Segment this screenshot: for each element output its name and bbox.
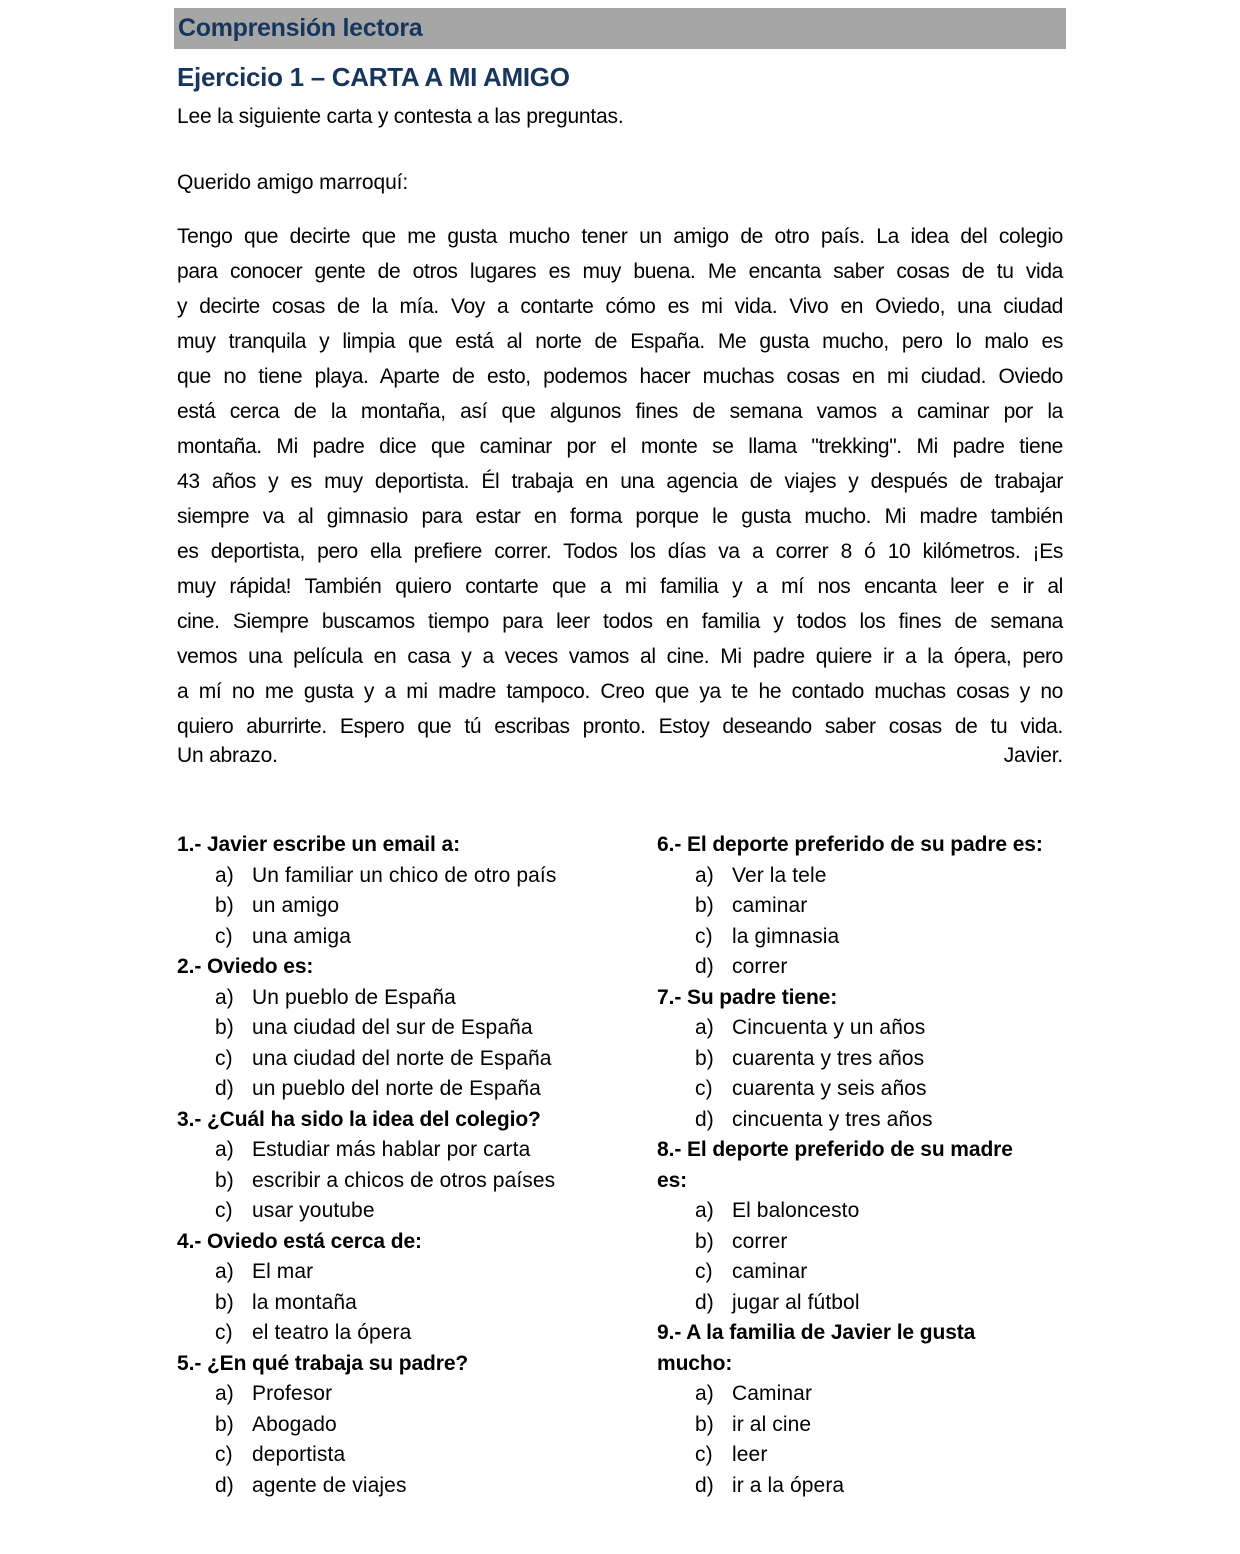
option-letter: b) — [215, 1016, 234, 1039]
question-block — [177, 1105, 637, 1227]
letter-body — [177, 219, 1063, 744]
question-prompt: 3.- ¿Cuál ha sido la idea del colegio? — [177, 1107, 541, 1131]
option-text: El mar — [252, 1260, 314, 1283]
answer-option[interactable] — [177, 891, 637, 922]
answer-option[interactable] — [177, 1471, 637, 1502]
letter-line: montaña. Mi padre dice que caminar por el monte se llama "trekking". Mi padre tiene — [177, 435, 1063, 458]
letter-line: es deportista, pero ella prefiere correr. Todos los días va a correr 8 ó 10 kilómetros. ¡Es — [177, 540, 1063, 563]
answer-option[interactable] — [177, 1318, 637, 1349]
answer-option[interactable] — [177, 1257, 637, 1288]
option-letter: a) — [695, 863, 714, 887]
answer-option[interactable] — [177, 1044, 637, 1075]
instructions: Lee la siguiente carta y contesta a las preguntas. — [177, 105, 624, 128]
answer-option[interactable] — [177, 1379, 637, 1410]
answer-option[interactable] — [657, 891, 1077, 922]
answer-option[interactable] — [657, 922, 1077, 953]
option-letter: a) — [215, 1260, 234, 1283]
question-block — [657, 983, 1077, 1136]
answer-option[interactable] — [177, 1440, 637, 1471]
option-letter: d) — [695, 1290, 714, 1314]
letter-line: 43 años y es muy deportista. Él trabaja en una agencia de viajes y después de trabajar — [177, 470, 1063, 493]
option-letter: b) — [215, 894, 234, 917]
option-text: agente de viajes — [252, 1473, 407, 1497]
answer-option[interactable] — [177, 1074, 637, 1105]
option-text: Caminar — [732, 1382, 813, 1405]
option-text: Cincuenta y un años — [732, 1016, 926, 1039]
answer-option[interactable] — [177, 922, 637, 953]
letter-line: muy tranquila y limpia que está al norte de España. Me gusta mucho, pero lo malo es — [177, 330, 1063, 353]
answer-option[interactable] — [657, 1257, 1077, 1288]
letter-line: a mí no me gusta y a mi madre tampoco. Creo que ya te he contado muchas cosas y no — [177, 680, 1063, 703]
option-text: Un pueblo de España — [252, 985, 456, 1009]
question-block — [657, 1135, 1077, 1318]
letter-line: que no tiene playa. Aparte de esto, podemos hacer muchas cosas en mi ciudad. Oviedo — [177, 365, 1063, 388]
option-letter: c) — [695, 1443, 713, 1466]
option-letter: b) — [695, 1412, 714, 1436]
option-text: un amigo — [252, 894, 340, 917]
letter-line: cine. Siempre buscamos tiempo para leer todos en familia y todos los fines de semana — [177, 610, 1063, 633]
answer-option[interactable] — [657, 1379, 1077, 1410]
option-letter: a) — [215, 1138, 234, 1161]
question-block — [657, 830, 1077, 983]
answer-option[interactable] — [657, 1440, 1077, 1471]
letter-signoff — [177, 744, 1063, 768]
option-letter: b) — [695, 1229, 714, 1253]
question-block — [177, 952, 637, 1105]
option-letter: a) — [695, 1199, 714, 1222]
option-letter: a) — [695, 1016, 714, 1039]
question-prompt: 5.- ¿En qué trabaja su padre? — [177, 1351, 469, 1375]
option-text: Profesor — [252, 1382, 333, 1405]
option-text: caminar — [732, 894, 808, 917]
option-text: una amiga — [252, 924, 351, 948]
letter-greeting: Querido amigo marroquí: — [177, 171, 409, 194]
question-prompt: 4.- Oviedo está cerca de: — [177, 1229, 422, 1253]
exercise-title: Ejercicio 1 – CARTA A MI AMIGO — [177, 62, 570, 92]
option-letter: c) — [215, 1321, 233, 1344]
questions-left-column — [177, 830, 637, 1501]
option-text: deportista — [252, 1443, 346, 1466]
letter-line: siempre va al gimnasio para estar en forma porque le gusta mucho. Mi madre también — [177, 505, 1063, 528]
answer-option[interactable] — [657, 1288, 1077, 1319]
question-prompt: 7.- Su padre tiene: — [657, 985, 838, 1009]
answer-option[interactable] — [657, 1074, 1077, 1105]
option-letter: a) — [695, 1382, 714, 1405]
question-prompt: 8.- El deporte preferido de su madre es: — [657, 1138, 1013, 1192]
option-text: un pueblo del norte de España — [252, 1077, 541, 1100]
option-text: correr — [732, 1229, 788, 1253]
answer-option[interactable] — [177, 1135, 637, 1166]
question-prompt: 2.- Oviedo es: — [177, 955, 314, 978]
question-block — [177, 830, 637, 952]
question-block — [657, 1318, 1077, 1501]
letter-line: y decirte cosas de la mía. Voy a contarte cómo es mi vida. Vivo en Oviedo, una ciudad — [177, 295, 1063, 318]
option-letter: d) — [215, 1473, 234, 1497]
answer-option[interactable] — [177, 1013, 637, 1044]
option-letter: b) — [215, 1290, 234, 1314]
option-text: El baloncesto — [732, 1199, 860, 1222]
option-letter: c) — [695, 1077, 713, 1100]
question-prompt: 9.- A la familia de Javier le gusta mucho: — [657, 1321, 976, 1375]
answer-option[interactable] — [657, 861, 1077, 892]
option-letter: c) — [215, 1199, 233, 1222]
answer-option[interactable] — [657, 1105, 1077, 1136]
option-letter: c) — [215, 1443, 233, 1466]
letter-signature: Javier. — [1003, 744, 1063, 767]
answer-option[interactable] — [177, 1196, 637, 1227]
option-text: Abogado — [252, 1412, 337, 1436]
answer-option[interactable] — [177, 861, 637, 892]
option-letter: d) — [695, 955, 714, 978]
option-text: Estudiar más hablar por carta — [252, 1138, 531, 1161]
question-prompt: 1.- Javier escribe un email a: — [177, 833, 460, 856]
option-letter: d) — [695, 1473, 714, 1497]
section-header-bar — [174, 8, 1066, 49]
option-letter: d) — [695, 1107, 714, 1131]
option-text: la montaña — [252, 1290, 357, 1314]
letter-line: para conocer gente de otros lugares es muy buena. Me encanta saber cosas de tu vida — [177, 260, 1063, 283]
option-letter: a) — [215, 985, 234, 1009]
option-letter: b) — [215, 1412, 234, 1436]
answer-option[interactable] — [657, 1471, 1077, 1502]
answer-option[interactable] — [657, 1013, 1077, 1044]
question-block — [177, 1349, 637, 1502]
answer-option[interactable] — [657, 1044, 1077, 1075]
option-letter: d) — [215, 1077, 234, 1100]
option-letter: c) — [695, 924, 713, 948]
answer-option[interactable] — [177, 983, 637, 1014]
answer-option[interactable] — [177, 1410, 637, 1441]
question-block — [177, 1227, 637, 1349]
letter-closing: Un abrazo. — [177, 744, 278, 767]
option-text: jugar al fútbol — [732, 1290, 860, 1314]
option-text: el teatro la ópera — [252, 1321, 412, 1344]
answer-option[interactable] — [657, 1196, 1077, 1227]
option-letter: a) — [215, 863, 234, 887]
option-text: correr — [732, 955, 788, 978]
option-letter: b) — [695, 1046, 714, 1070]
answer-option[interactable] — [177, 1166, 637, 1197]
option-letter: a) — [215, 1382, 234, 1405]
section-title: Comprensión lectora — [178, 14, 423, 42]
questions-right-column — [657, 830, 1077, 1501]
option-text: cincuenta y tres años — [732, 1107, 933, 1131]
letter-line: vemos una película en casa y a veces vamos al cine. Mi padre quiere ir a la ópera, pero — [177, 645, 1063, 668]
option-letter: b) — [695, 894, 714, 917]
option-text: escribir a chicos de otros países — [252, 1168, 556, 1192]
answer-option[interactable] — [177, 1288, 637, 1319]
question-prompt: 6.- El deporte preferido de su padre es: — [657, 833, 1043, 856]
option-text: cuarenta y tres años — [732, 1046, 925, 1070]
option-text: usar youtube — [252, 1199, 375, 1222]
option-text: ir al cine — [732, 1412, 812, 1436]
option-text: cuarenta y seis años — [732, 1077, 927, 1100]
letter-line: está cerca de la montaña, así que algunos fines de semana vamos a caminar por la — [177, 400, 1063, 423]
answer-option[interactable] — [657, 1227, 1077, 1258]
letter-line: Tengo que decirte que me gusta mucho tener un amigo de otro país. La idea del colegio — [177, 225, 1063, 248]
option-letter: c) — [215, 924, 233, 948]
option-text: la gimnasia — [732, 924, 840, 948]
letter-line: quiero aburrirte. Espero que tú escribas pronto. Estoy deseando saber cosas de tu vida. — [177, 715, 1063, 738]
answer-option[interactable] — [657, 952, 1077, 983]
option-text: ir a la ópera — [732, 1473, 845, 1497]
option-letter: c) — [215, 1046, 233, 1070]
option-text: Ver la tele — [732, 863, 827, 887]
option-text: Un familiar un chico de otro país — [252, 863, 557, 887]
letter-line: muy rápida! También quiero contarte que a mi familia y a mí nos encanta leer e ir al — [177, 575, 1063, 598]
option-text: caminar — [732, 1260, 808, 1283]
answer-option[interactable] — [657, 1410, 1077, 1441]
option-text: leer — [732, 1443, 768, 1466]
option-letter: b) — [215, 1168, 234, 1192]
option-text: una ciudad del norte de España — [252, 1046, 552, 1070]
option-text: una ciudad del sur de España — [252, 1016, 533, 1039]
option-letter: c) — [695, 1260, 713, 1283]
